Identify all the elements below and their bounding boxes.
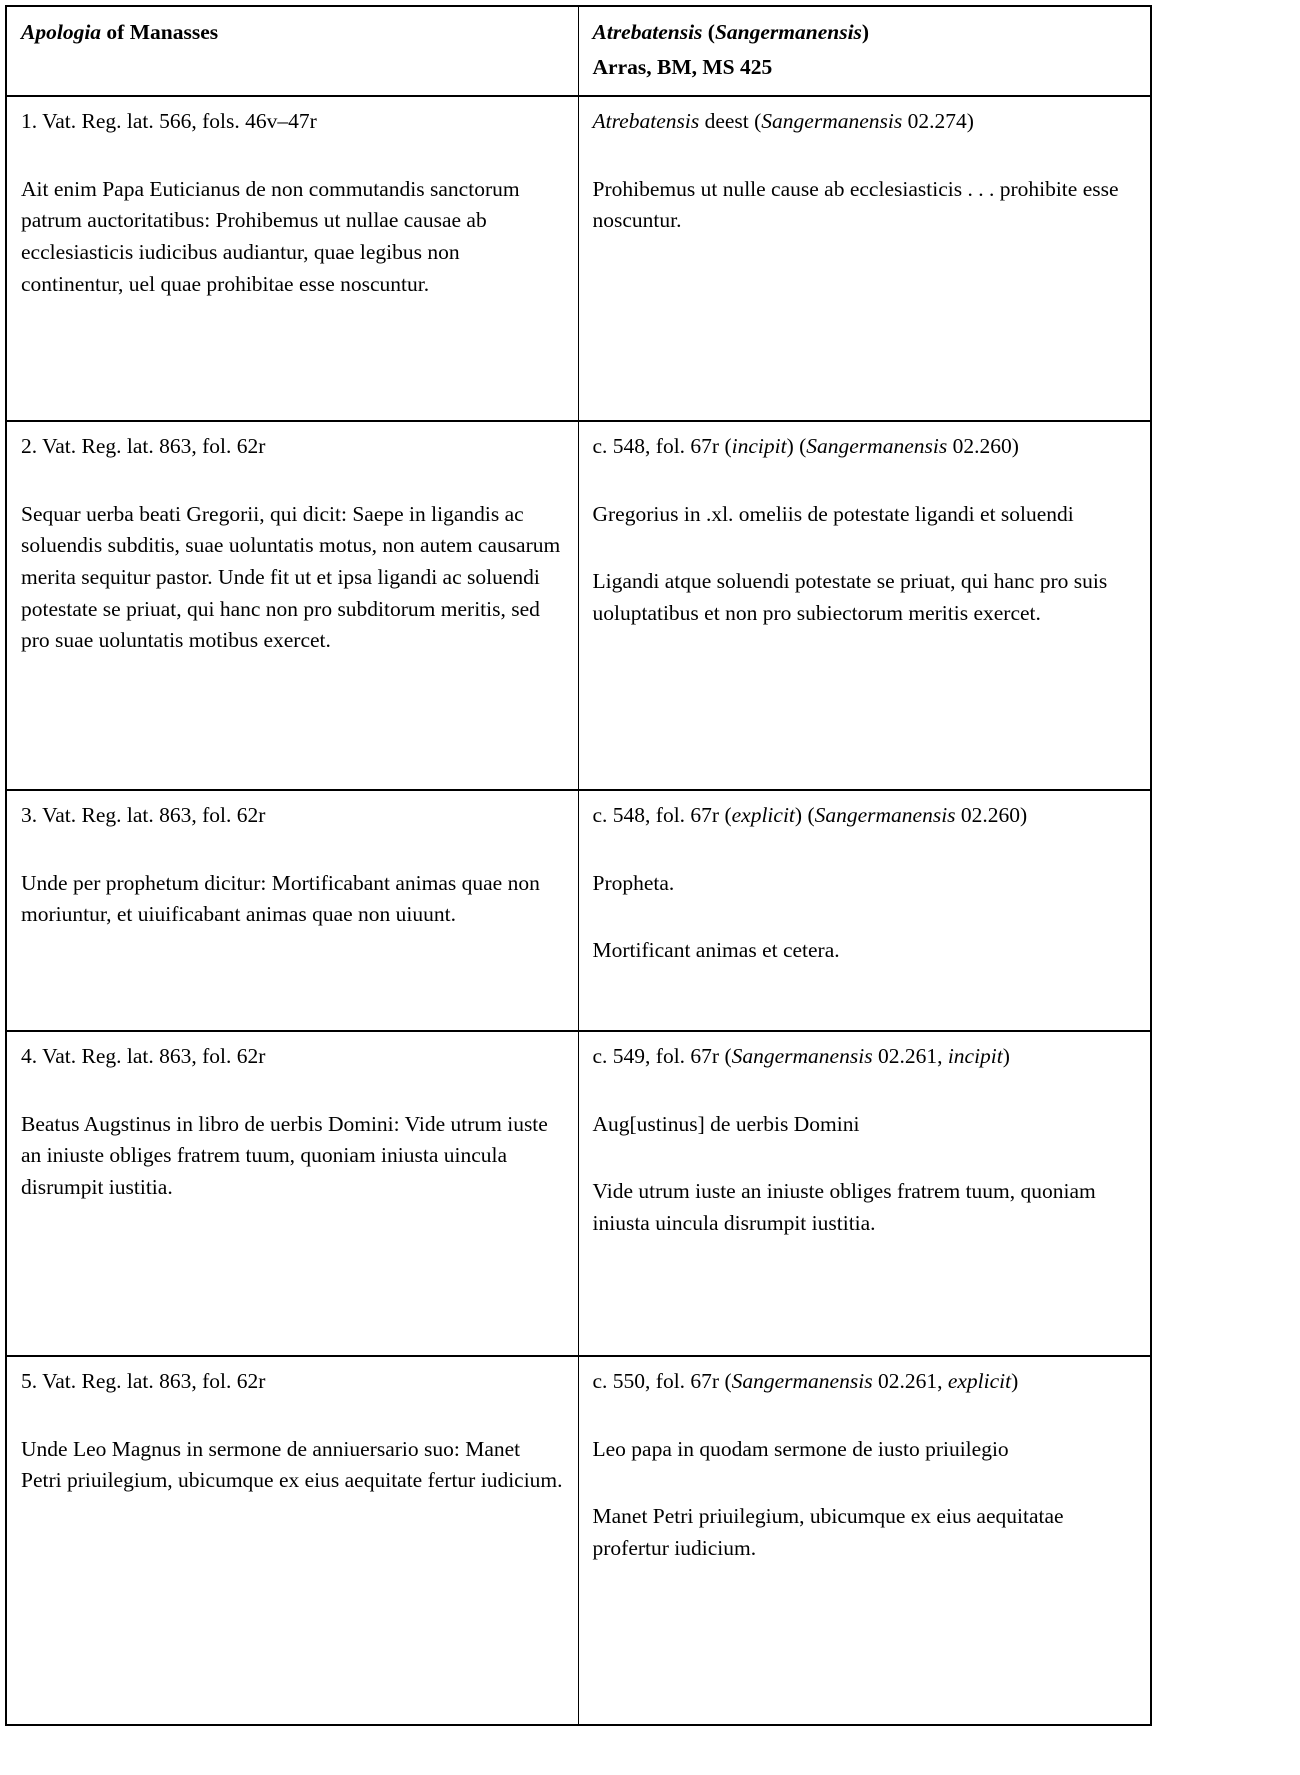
citation-apologia-3: 3. Vat. Reg. lat. 863, fol. 62r — [21, 803, 266, 828]
text-atrebatensis-2b: Ligandi atque soluendi potestate se priuat, qui hanc pro suis uoluptatibus et non pro subiectorum meritis exercet. — [592, 569, 1108, 625]
citation-4-italic-a: incipit — [947, 1044, 1003, 1069]
header-left-line1 — [21, 17, 564, 49]
table-row — [6, 1031, 1151, 1356]
citation-1-mid: deest ( — [699, 109, 762, 134]
citation-1-end: 02.274) — [902, 109, 974, 134]
citation-apologia-4: 4. Vat. Reg. lat. 863, fol. 62r — [21, 1044, 266, 1069]
citation-5-end: ) — [1011, 1369, 1019, 1394]
citation-4-italic-b: Sangermanensis — [731, 1044, 873, 1069]
citation-1-italic-b: Sangermanensis — [761, 109, 903, 134]
cell-apologia-2 — [6, 421, 578, 790]
table-body — [6, 96, 1151, 1725]
citation-3-mid: ) ( — [794, 803, 815, 828]
cell-atrebatensis-3 — [578, 790, 1151, 1031]
header-right-line1 — [593, 17, 1137, 49]
text-apologia-2: Sequar uerba beati Gregorii, qui dicit: Saepe in ligandis ac soluendis subditis, suae uoluntatis motus, non autem causarum merita sequitur pastor. Unde fit ut et ipsa ligandi ac soluendi potestate se priuat, qui hanc non pro subditorum meritis, sed pro suae uoluntatis motibus exercet. — [21, 501, 561, 653]
table-row — [6, 790, 1151, 1031]
text-atrebatensis-4b: Vide utrum iuste an iniuste obliges fratrem tuum, quoniam iniusta uincula disrumpit iustitia. — [592, 1179, 1096, 1235]
citation-4-mid: 02.261, — [872, 1044, 948, 1069]
table-row — [6, 1356, 1151, 1725]
header-left-title-rest: of Manasses — [101, 20, 219, 44]
text-apologia-1: Ait enim Papa Euticianus de non commutandis sanctorum patrum auctoritatibus: Prohibemus ut nullae causae ab ecclesiasticis iudicibus audiantur, quae legibus non continentur, uel quae prohibitae esse noscuntur. — [21, 176, 520, 296]
cell-apologia-3 — [6, 790, 578, 1031]
text-atrebatensis-4a: Aug[ustinus] de uerbis Domini — [592, 1111, 860, 1136]
cell-atrebatensis-2 — [578, 421, 1151, 790]
cell-apologia-4 — [6, 1031, 578, 1356]
header-right-mid: ( — [702, 20, 715, 44]
citation-apologia-2: 2. Vat. Reg. lat. 863, fol. 62r — [21, 434, 266, 459]
cell-atrebatensis-5 — [578, 1356, 1151, 1725]
text-atrebatensis-5b: Manet Petri priuilegium, ubicumque ex eius aequitatae profertur iudicium. — [592, 1504, 1064, 1560]
header-row — [6, 6, 1151, 96]
text-apologia-5: Unde Leo Magnus in sermone de anniuersario suo: Manet Petri priuilegium, ubicumque ex eius aequitate fertur iudicium. — [21, 1436, 563, 1493]
citation-2-end: 02.260) — [947, 434, 1019, 459]
citation-2-mid: ) ( — [786, 434, 807, 459]
text-atrebatensis-2a: Gregorius in .xl. omeliis de potestate ligandi et soluendi — [592, 501, 1074, 526]
text-atrebatensis-5a: Leo papa in quodam sermone de iusto priuilegio — [592, 1436, 1009, 1461]
text-apologia-4: Beatus Augstinus in libro de uerbis Domini: Vide utrum iuste an iniuste obliges fratrem tuum, quoniam iniusta uincula disrumpit iustitia. — [21, 1111, 548, 1199]
citation-2-italic-b: Sangermanensis — [806, 434, 948, 459]
table-header — [6, 6, 1151, 96]
cell-apologia-1 — [6, 96, 578, 421]
citation-1-italic-a: Atrebatensis — [592, 109, 700, 134]
header-right-line2: Arras, BM, MS 425 — [592, 54, 773, 79]
header-right-italic-b: Sangermanensis — [714, 20, 862, 44]
text-atrebatensis-1: Prohibemus ut nulle cause ab ecclesiasticis . . . prohibite esse noscuntur. — [592, 176, 1119, 233]
citation-apologia-5: 5. Vat. Reg. lat. 863, fol. 62r — [21, 1369, 266, 1394]
citation-atrebatensis-1 — [593, 106, 1137, 138]
concordance-table — [5, 5, 1152, 1726]
text-apologia-3: Unde per prophetum dicitur: Mortificabant animas quae non moriuntur, et uiuificabant animas quae non uiuunt. — [21, 870, 540, 927]
citation-atrebatensis-5 — [593, 1366, 1137, 1398]
citation-3-end: 02.260) — [955, 803, 1028, 828]
citation-atrebatensis-4 — [593, 1041, 1137, 1073]
column-header-atrebatensis — [578, 6, 1151, 96]
citation-atrebatensis-2 — [593, 431, 1137, 463]
text-atrebatensis-3b: Mortificant animas et cetera. — [592, 938, 840, 963]
text-atrebatensis-3a: Propheta. — [592, 870, 675, 895]
table-row — [6, 96, 1151, 421]
header-right-end: ) — [861, 20, 870, 44]
citation-atrebatensis-3 — [593, 800, 1137, 832]
header-right-italic-a: Atrebatensis — [592, 20, 703, 44]
cell-atrebatensis-4 — [578, 1031, 1151, 1356]
citation-5-pre: c. 550, fol. 67r ( — [592, 1369, 732, 1394]
citation-apologia-1: 1. Vat. Reg. lat. 566, fols. 46v–47r — [21, 109, 317, 134]
citation-4-pre: c. 549, fol. 67r ( — [592, 1044, 732, 1069]
cell-atrebatensis-1 — [578, 96, 1151, 421]
citation-2-pre: c. 548, fol. 67r ( — [592, 434, 732, 459]
citation-3-italic-b: Sangermanensis — [814, 803, 956, 828]
table-row — [6, 421, 1151, 790]
header-left-title-italic: Apologia — [21, 20, 102, 44]
citation-5-italic-a: explicit — [947, 1369, 1012, 1394]
citation-5-italic-b: Sangermanensis — [731, 1369, 873, 1394]
column-header-apologia — [6, 6, 578, 96]
citation-3-italic-a: explicit — [731, 803, 795, 828]
citation-4-end: ) — [1002, 1044, 1010, 1069]
citation-5-mid: 02.261, — [872, 1369, 948, 1394]
citation-2-italic-a: incipit — [731, 434, 787, 459]
cell-apologia-5 — [6, 1356, 578, 1725]
citation-3-pre: c. 548, fol. 67r ( — [592, 803, 732, 828]
